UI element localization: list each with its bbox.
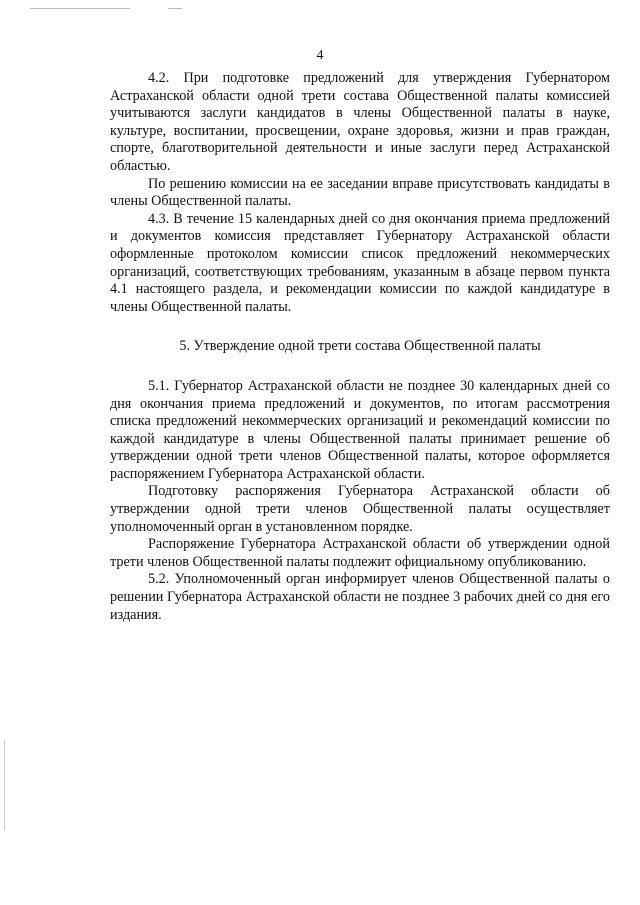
paragraph-5-2: 5.2. Уполномоченный орган информирует членов Общественной палаты о решении Губернатора Астраханской области не позднее 3 рабочих дней со дня его издания. — [110, 571, 610, 623]
paragraph-4-2: 4.2. При подготовке предложений для утверждения Губернатором Астраханской области одной трети состава Общественной палаты комиссией учитываются заслуги кандидатов в члены Общественной палаты в науке, культуре, воспитании, просвещении, охране здоровья, жизни и прав граждан, спорте, благотворительной деятельности и иные заслуги перед Астраханской областью. — [110, 70, 610, 174]
paragraph-4-3: 4.3. В течение 15 календарных дней со дня окончания приема предложений и документов комиссия представляет Губернатору Астраханской области оформленные протоколом комиссии список предложений некоммерческих организаций, соответствующих требованиям, указанным в абзаце первом пункта 4.1 настоящего раздела, и рекомендации комиссии по каждой кандидатуре в члены Общественной палаты. — [110, 210, 610, 315]
paragraph-5-1-publication: Распоряжение Губернатора Астраханской области об утверждении одной трети членов Общественной палаты подлежит официальному опубликованию. — [110, 536, 610, 570]
section-heading: 5. Утверждение одной трети состава Общественной палаты — [179, 338, 541, 355]
scan-artifact-left-edge — [4, 740, 5, 830]
scan-artifact-top-left — [30, 8, 130, 9]
paragraph-5-1: 5.1. Губернатор Астраханской области не позднее 30 календарных дней со дня окончания приема предложений и документов, по итогам рассмотрения списка предложений некоммерческих организаций и рекомендаций комиссии по каждой кандидатуре в члены Общественной палаты принимает решение об утверждении одной трети членов Общественной палаты, которое оформляется распоряжением Губернатора Астраханской области. — [110, 377, 610, 482]
paragraph-5-1-preparation: Подготовку распоряжения Губернатора Астраханской области об утверждении одной трети членов Общественной палаты осуществляет уполномоченный орган в установленном порядке. — [110, 483, 610, 535]
paragraph-4-2-commission: По решению комиссии на ее заседании вправе присутствовать кандидаты в члены Общественной палаты. — [110, 175, 610, 210]
page-number: 4 — [316, 48, 324, 63]
document-body — [110, 70, 610, 624]
scan-artifact-top-right — [168, 8, 182, 9]
